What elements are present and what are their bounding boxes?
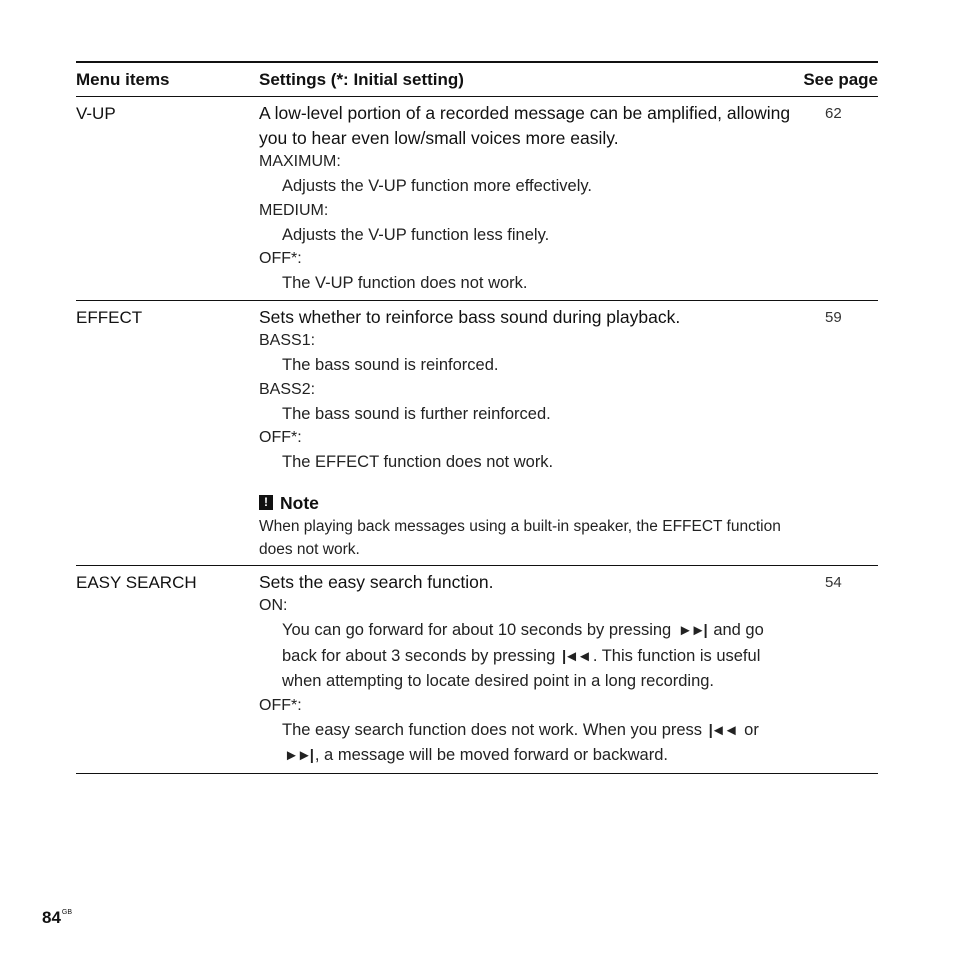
menu-item-easy-search: EASY SEARCH	[76, 572, 197, 592]
table-row-effect	[76, 301, 878, 566]
page-ref-effect: 59	[825, 308, 842, 326]
easy-option-off: OFF*:	[259, 696, 302, 714]
page-ref-easy-search: 54	[825, 573, 842, 591]
note-heading	[259, 491, 792, 515]
note-icon: !	[259, 495, 273, 510]
forward-icon: ►►|	[284, 747, 312, 764]
page-number-value: 84	[42, 908, 61, 927]
vup-lead: A low-level portion of a recorded message can be amplified, allowing you to hear even low/small voices more easily.	[259, 103, 791, 148]
note-title: Note	[280, 492, 319, 513]
header-see-page: See page	[803, 69, 878, 89]
settings-effect	[259, 305, 792, 561]
vup-option-desc: Adjusts the V-UP function more effectively.	[282, 177, 592, 195]
effect-option-desc: The bass sound is reinforced.	[282, 356, 499, 374]
vup-option-desc: The V-UP function does not work.	[282, 274, 528, 292]
easy-off-text-2: or	[744, 720, 759, 739]
menu-item-vup: V-UP	[76, 104, 116, 123]
effect-option-name: BASS1:	[259, 332, 316, 349]
menu-item-effect: EFFECT	[76, 307, 143, 327]
back-icon: |◄◄	[561, 647, 590, 665]
effect-option-desc: The bass sound is further reinforced.	[282, 404, 551, 423]
easy-option-on: ON:	[259, 597, 288, 614]
back-icon: |◄◄	[708, 721, 737, 739]
settings-vup	[259, 101, 792, 296]
page-ref-vup: 62	[825, 105, 842, 122]
settings-easy-search	[259, 570, 792, 769]
header-settings: Settings (*: Initial setting)	[259, 69, 464, 89]
effect-option-desc: The EFFECT function does not work.	[282, 453, 554, 471]
vup-option-name: MAXIMUM:	[259, 153, 341, 170]
effect-option-name: OFF*:	[259, 429, 302, 446]
easy-off-text-1: The easy search function does not work. When you press	[282, 720, 703, 739]
easy-lead: Sets the easy search function.	[259, 571, 494, 592]
table-header	[76, 63, 878, 97]
note-text: When playing back messages using a built-in speaker, the EFFECT function does not work.	[259, 517, 781, 558]
region-code: GB	[61, 909, 73, 916]
header-menu-items: Menu items	[76, 69, 170, 89]
vup-option-desc: Adjusts the V-UP function less finely.	[282, 225, 550, 244]
vup-option-name: MEDIUM:	[259, 201, 329, 219]
easy-on-text-3: . This function is useful when attempting to locate desired point in a long recording.	[282, 646, 761, 690]
easy-on-text-1: You can go forward for about 10 seconds by pressing	[282, 621, 672, 639]
table-row-easy-search	[76, 566, 878, 774]
easy-off-text-3: , a message will be moved forward or backward.	[314, 746, 668, 764]
easy-on-desc	[259, 618, 792, 694]
forward-icon: ►►|	[677, 622, 706, 639]
settings-table	[76, 61, 878, 774]
effect-lead: Sets whether to reinforce bass sound during playback.	[259, 306, 681, 327]
vup-option-name: OFF*:	[259, 250, 302, 267]
effect-option-name: BASS2:	[259, 380, 316, 398]
table-row-vup	[76, 97, 878, 301]
easy-off-desc	[259, 718, 792, 769]
easy-on-text-2: and go back for about 3 seconds by pressing	[282, 621, 764, 665]
page-number	[42, 908, 72, 928]
